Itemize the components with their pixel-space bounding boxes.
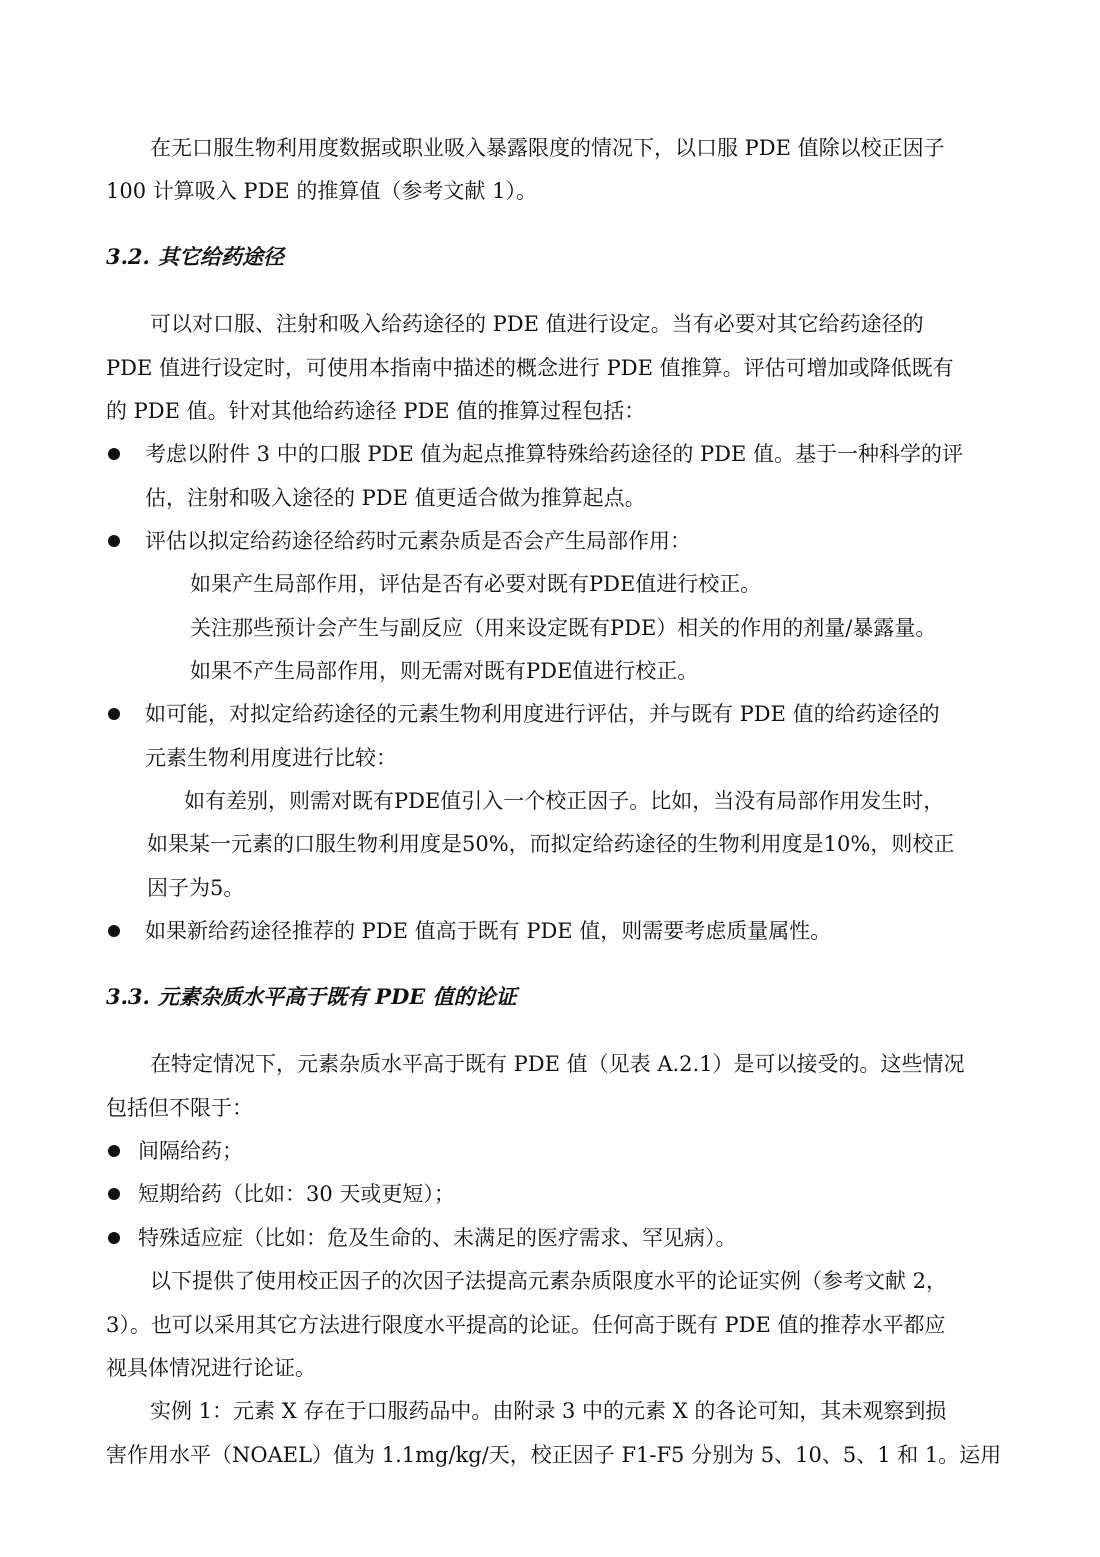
sub-item-line: 关注那些预计会产生与副反应（用来设定既有PDE）相关的作用的剂量/暴露量。 bbox=[190, 616, 937, 640]
sub-item-line: 如有差别，则需对既有PDE值引入一个校正因子。比如，当没有局部作用发生时， bbox=[184, 789, 945, 813]
bullet-icon bbox=[108, 448, 120, 460]
list-item-line: 间隔给药； bbox=[138, 1139, 243, 1163]
list-item-line: 元素生物利用度进行比较： bbox=[145, 746, 397, 770]
list-item-line: 如可能，对拟定给药途径的元素生物利用度进行评估，并与既有 PDE 值的给药途径的 bbox=[145, 702, 940, 726]
sub-item-line: 如果不产生局部作用，则无需对既有PDE值进行校正。 bbox=[190, 659, 699, 683]
section-heading-3-3 bbox=[106, 982, 517, 1012]
bullet-icon bbox=[108, 708, 120, 720]
paragraph-line: 可以对口服、注射和吸入给药途径的 PDE 值进行设定。当有必要对其它给药途径的 bbox=[150, 312, 924, 336]
sub-item-line: 因子为5。 bbox=[147, 876, 245, 900]
paragraph-line: 在无口服生物利用度数据或职业吸入暴露限度的情况下，以口服 PDE 值除以校正因子 bbox=[150, 136, 945, 160]
sub-item-line: 如果产生局部作用，评估是否有必要对既有PDE值进行校正。 bbox=[190, 572, 762, 596]
bullet-icon bbox=[108, 1145, 120, 1157]
bullet-icon bbox=[108, 925, 120, 937]
paragraph-line: 实例 1：元素 X 存在于口服药品中。由附录 3 中的元素 X 的各论可知，其未观察到损 bbox=[150, 1399, 947, 1423]
section-heading-3-2 bbox=[106, 242, 284, 272]
paragraph-line: 包括但不限于： bbox=[106, 1096, 253, 1120]
sub-item-line: 如果某一元素的口服生物利用度是50%，而拟定给药途径的生物利用度是10%，则校正 bbox=[147, 832, 955, 856]
list-item-line: 评估以拟定给药途径给药时元素杂质是否会产生局部作用： bbox=[145, 529, 691, 553]
list-item-line: 如果新给药途径推荐的 PDE 值高于既有 PDE 值，则需要考虑质量属性。 bbox=[145, 919, 832, 943]
paragraph-line: 100 计算吸入 PDE 的推算值（参考文献 1）。 bbox=[106, 179, 537, 203]
paragraph-line: 害作用水平（NOAEL）值为 1.1mg/kg/天，校正因子 F1-F5 分别为 5、10、5、1 和 1。运用 bbox=[106, 1443, 1002, 1467]
paragraph-line: 3）。也可以采用其它方法进行限度水平提高的论证。任何高于既有 PDE 值的推荐水平都应 bbox=[106, 1313, 946, 1337]
bullet-icon bbox=[108, 1188, 120, 1200]
list-item-line: 考虑以附件 3 中的口服 PDE 值为起点推算特殊给药途径的 PDE 值。基于一种科学的评 bbox=[145, 442, 964, 466]
paragraph-line: 在特定情况下，元素杂质水平高于既有 PDE 值（见表 A.2.1）是可以接受的。这些情况 bbox=[150, 1052, 965, 1076]
section-title: 元素杂质水平高于既有 PDE 值的论证 bbox=[158, 984, 517, 1009]
paragraph-line: 以下提供了使用校正因子的次因子法提高元素杂质限度水平的论证实例（参考文献 2， bbox=[150, 1269, 948, 1293]
paragraph-line: 的 PDE 值。针对其他给药途径 PDE 值的推算过程包括： bbox=[106, 399, 646, 423]
paragraph-line: PDE 值进行设定时，可使用本指南中描述的概念进行 PDE 值推算。评估可增加或降低既有 bbox=[106, 356, 954, 380]
list-item-line: 估，注射和吸入途径的 PDE 值更适合做为推算起点。 bbox=[145, 486, 646, 510]
bullet-icon bbox=[108, 535, 120, 547]
paragraph-line: 视具体情况进行论证。 bbox=[106, 1356, 316, 1380]
bullet-icon bbox=[108, 1232, 120, 1244]
section-number: 3.2. bbox=[106, 244, 150, 269]
list-item-line: 短期给药（比如：30 天或更短）； bbox=[138, 1182, 455, 1206]
section-title: 其它给药途径 bbox=[158, 244, 284, 269]
list-item-line: 特殊适应症（比如：危及生命的、未满足的医疗需求、罕见病）。 bbox=[138, 1226, 737, 1250]
section-number: 3.3. bbox=[106, 984, 150, 1009]
